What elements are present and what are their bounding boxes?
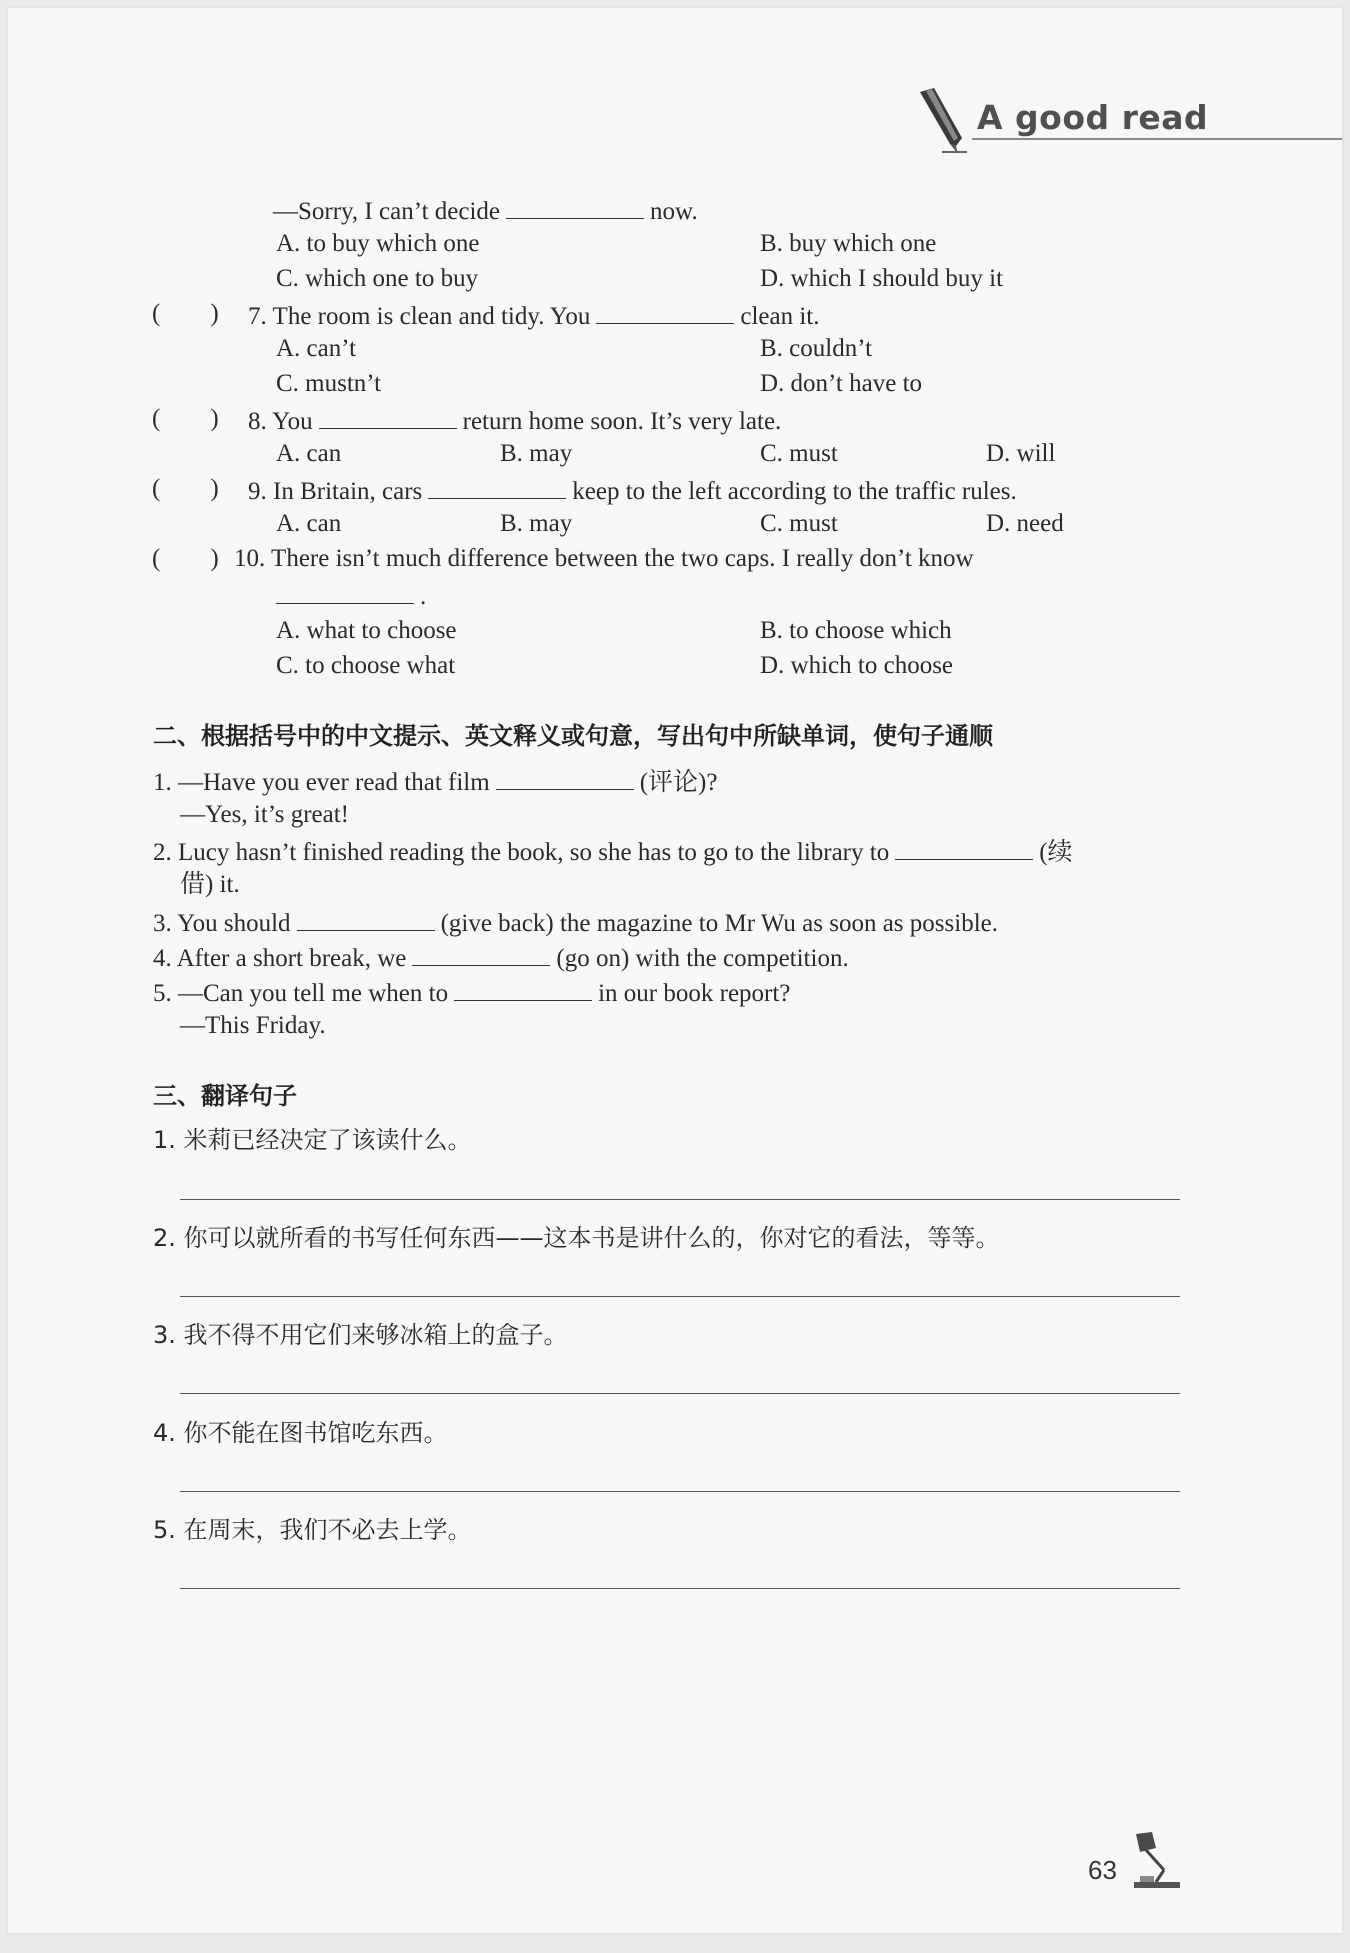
workbook-page <box>8 8 1342 1933</box>
q10-stem: 10. There isn’t much difference between the two caps. I really don’t know <box>234 545 974 572</box>
answer-blank[interactable] <box>319 404 457 429</box>
q9-option-c: C. must <box>760 510 838 537</box>
desk-lamp-icon <box>1126 1830 1186 1892</box>
s3-item-1: 1. 米莉已经决定了该读什么。 <box>153 1126 472 1154</box>
s2-item-1: 1. —Have you ever read that film (评论)? <box>153 765 717 798</box>
s2-item-2-cont: 借) it. <box>180 871 240 898</box>
answer-blank[interactable] <box>428 474 566 499</box>
section3-heading: 三、翻译句子 <box>153 1082 297 1110</box>
s3-item-4: 4. 你不能在图书馆吃东西。 <box>153 1419 448 1447</box>
q10-stem-cont: . <box>276 579 426 612</box>
s2-item-5: 5. —Can you tell me when to in our book report? <box>153 976 790 1009</box>
q10-option-c: C. to choose what <box>276 652 456 679</box>
q6-stem: —Sorry, I can’t decide now. <box>273 194 698 227</box>
q6-option-b: B. buy which one <box>760 230 937 257</box>
q10-answer-paren[interactable]: ( ) <box>152 545 219 572</box>
q9-option-a: A. can <box>276 510 342 537</box>
answer-blank[interactable] <box>596 299 734 324</box>
q6-option-a: A. to buy which one <box>276 230 480 257</box>
s3-item-2: 2. 你可以就所看的书写任何东西——这本书是讲什么的，你对它的看法，等等。 <box>153 1224 1000 1252</box>
answer-line[interactable] <box>180 1199 1180 1200</box>
q10-option-b: B. to choose which <box>760 617 952 644</box>
s2-item-3: 3. You should (give back) the magazine to Mr Wu as soon as possible. <box>153 906 998 939</box>
answer-blank[interactable] <box>895 835 1033 860</box>
page-header <box>912 86 1342 146</box>
q7-option-a: A. can’t <box>276 335 357 362</box>
answer-blank[interactable] <box>297 906 435 931</box>
q9-option-d: D. need <box>986 510 1064 537</box>
s3-item-3: 3. 我不得不用它们来够冰箱上的盒子。 <box>153 1321 568 1349</box>
answer-blank[interactable] <box>506 194 644 219</box>
q8-option-c: C. must <box>760 440 838 467</box>
q9-answer-paren[interactable]: ( ) <box>152 475 219 502</box>
s2-item-5-cont: —This Friday. <box>180 1012 326 1039</box>
answer-line[interactable] <box>180 1393 1180 1394</box>
s2-item-2: 2. Lucy hasn’t finished reading the book, so she has to go to the library to (续 <box>153 835 1073 868</box>
answer-blank[interactable] <box>454 976 592 1001</box>
s2-item-1-cont: —Yes, it’s great! <box>180 801 349 828</box>
answer-line[interactable] <box>180 1588 1180 1589</box>
q8-option-b: B. may <box>500 440 573 467</box>
answer-blank[interactable] <box>496 765 634 790</box>
q6-option-d: D. which I should buy it <box>760 265 1004 292</box>
page-number: 63 <box>1088 1855 1117 1885</box>
s2-item-4: 4. After a short break, we (go on) with the competition. <box>153 941 849 974</box>
q10-option-d: D. which to choose <box>760 652 954 679</box>
s3-item-5: 5. 在周末，我们不必去上学。 <box>153 1516 472 1544</box>
header-title: A good read <box>977 98 1209 137</box>
q6-option-c: C. which one to buy <box>276 265 479 292</box>
pen-icon <box>912 86 972 156</box>
q7-answer-paren[interactable]: ( ) <box>152 300 219 327</box>
section2-heading: 二、根据括号中的中文提示、英文释义或句意，写出句中所缺单词，使句子通顺 <box>153 722 993 750</box>
answer-blank[interactable] <box>276 579 414 604</box>
answer-line[interactable] <box>180 1491 1180 1492</box>
header-rule <box>972 138 1342 140</box>
q8-stem: 8. You return home soon. It’s very late. <box>248 404 781 437</box>
q10-option-a: A. what to choose <box>276 617 457 644</box>
answer-line[interactable] <box>180 1296 1180 1297</box>
q8-option-d: D. will <box>986 440 1056 467</box>
q7-option-c: C. mustn’t <box>276 370 382 397</box>
q8-answer-paren[interactable]: ( ) <box>152 405 219 432</box>
q9-stem: 9. In Britain, cars keep to the left according to the traffic rules. <box>248 474 1017 507</box>
answer-blank[interactable] <box>412 941 550 966</box>
q7-stem: 7. The room is clean and tidy. You clean it. <box>248 299 819 332</box>
q9-option-b: B. may <box>500 510 573 537</box>
q7-option-b: B. couldn’t <box>760 335 873 362</box>
q8-option-a: A. can <box>276 440 342 467</box>
q7-option-d: D. don’t have to <box>760 370 923 397</box>
